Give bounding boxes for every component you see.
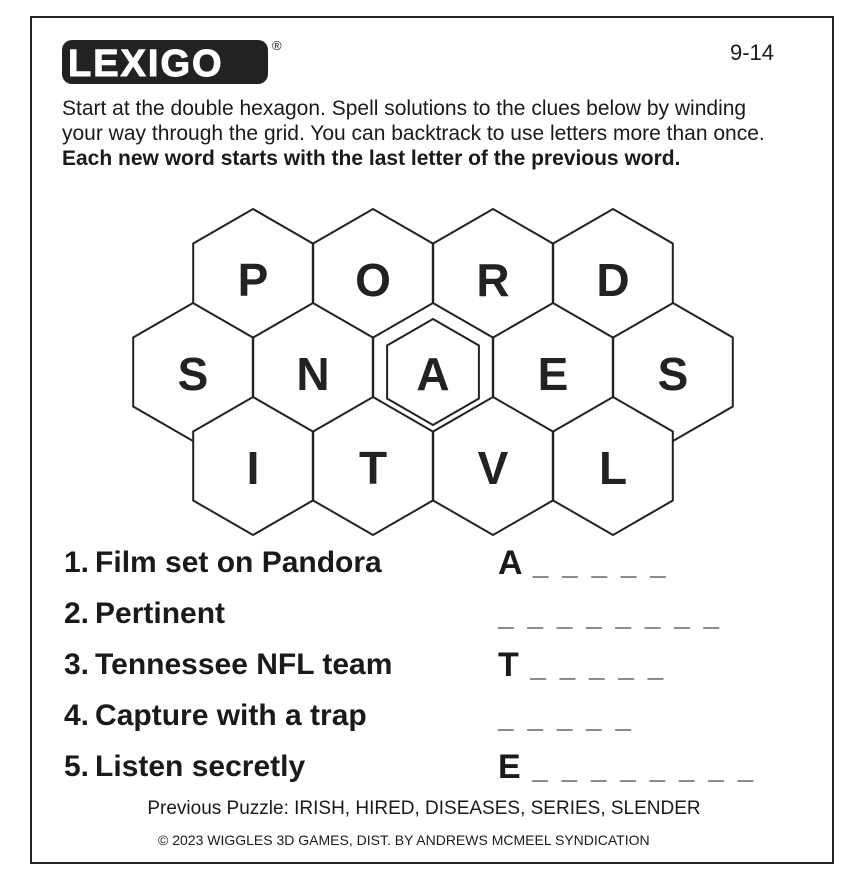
clue-number: 4.	[64, 699, 90, 732]
answer-start-letter: E	[498, 748, 533, 786]
answer-blanks[interactable]: _ _ _ _ _	[498, 702, 634, 733]
answer-3[interactable]	[498, 646, 666, 685]
clue-number: 2.	[64, 597, 90, 630]
previous-puzzle: Previous Puzzle: IRISH, HIRED, DISEASES, SERIES, SLENDER	[147, 798, 701, 819]
hex-letter: P	[237, 254, 269, 306]
instructions-normal: Start at the double hexagon. Spell solutions to the clues below by winding your way through the grid. You can backtrack to use letters more than once.	[62, 97, 765, 145]
logo-lettering: LEXIGO	[68, 43, 224, 85]
clue-number: 3.	[64, 648, 90, 681]
answer-start-letter: A	[498, 544, 533, 582]
instructions-bold: Each new word starts with the last letter of the previous word.	[62, 147, 681, 170]
clue-number: 1.	[64, 546, 90, 579]
answer-blanks[interactable]: _ _ _ _ _ _ _ _	[532, 753, 757, 784]
clue-4	[64, 699, 367, 733]
clue-1	[64, 546, 382, 580]
clue-2	[64, 597, 225, 631]
answer-blanks[interactable]: _ _ _ _ _ _ _ _	[498, 600, 723, 631]
answer-start-letter: T	[498, 646, 531, 684]
answer-4[interactable]	[498, 697, 634, 736]
hex-letter: V	[477, 442, 509, 494]
registered-mark: ®	[272, 38, 282, 53]
hex-letter: R	[476, 254, 510, 306]
clue-number: 5.	[64, 750, 90, 783]
clue-3	[64, 648, 392, 682]
answer-blanks[interactable]: _ _ _ _ _	[530, 651, 667, 682]
hex-letter: S	[657, 348, 689, 400]
clue-text: Tennessee NFL team	[95, 648, 393, 681]
clue-5	[64, 750, 305, 784]
answer-5[interactable]	[498, 748, 756, 787]
puzzle-date: 9-14	[730, 40, 775, 65]
hex-letter: T	[358, 442, 388, 494]
clue-text: Film set on Pandora	[95, 546, 382, 579]
hex-letter: S	[177, 348, 209, 400]
clue-text: Capture with a trap	[95, 699, 367, 732]
hex-letter: D	[596, 254, 630, 306]
hex-letter: A	[416, 348, 450, 400]
hex-letter: O	[355, 254, 391, 306]
copyright: © 2023 WIGGLES 3D GAMES, DIST. BY ANDREWS MCMEEL SYNDICATION	[158, 832, 650, 848]
hex-letter: I	[246, 442, 260, 494]
hex-letter: E	[537, 348, 569, 400]
clue-text: Pertinent	[95, 597, 226, 630]
answer-2[interactable]	[498, 595, 722, 634]
answer-1[interactable]	[498, 544, 669, 583]
hex-letter: L	[598, 442, 628, 494]
hex-letter: N	[296, 348, 330, 400]
answer-blanks[interactable]: _ _ _ _ _	[532, 549, 669, 580]
clue-text: Listen secretly	[95, 750, 306, 783]
